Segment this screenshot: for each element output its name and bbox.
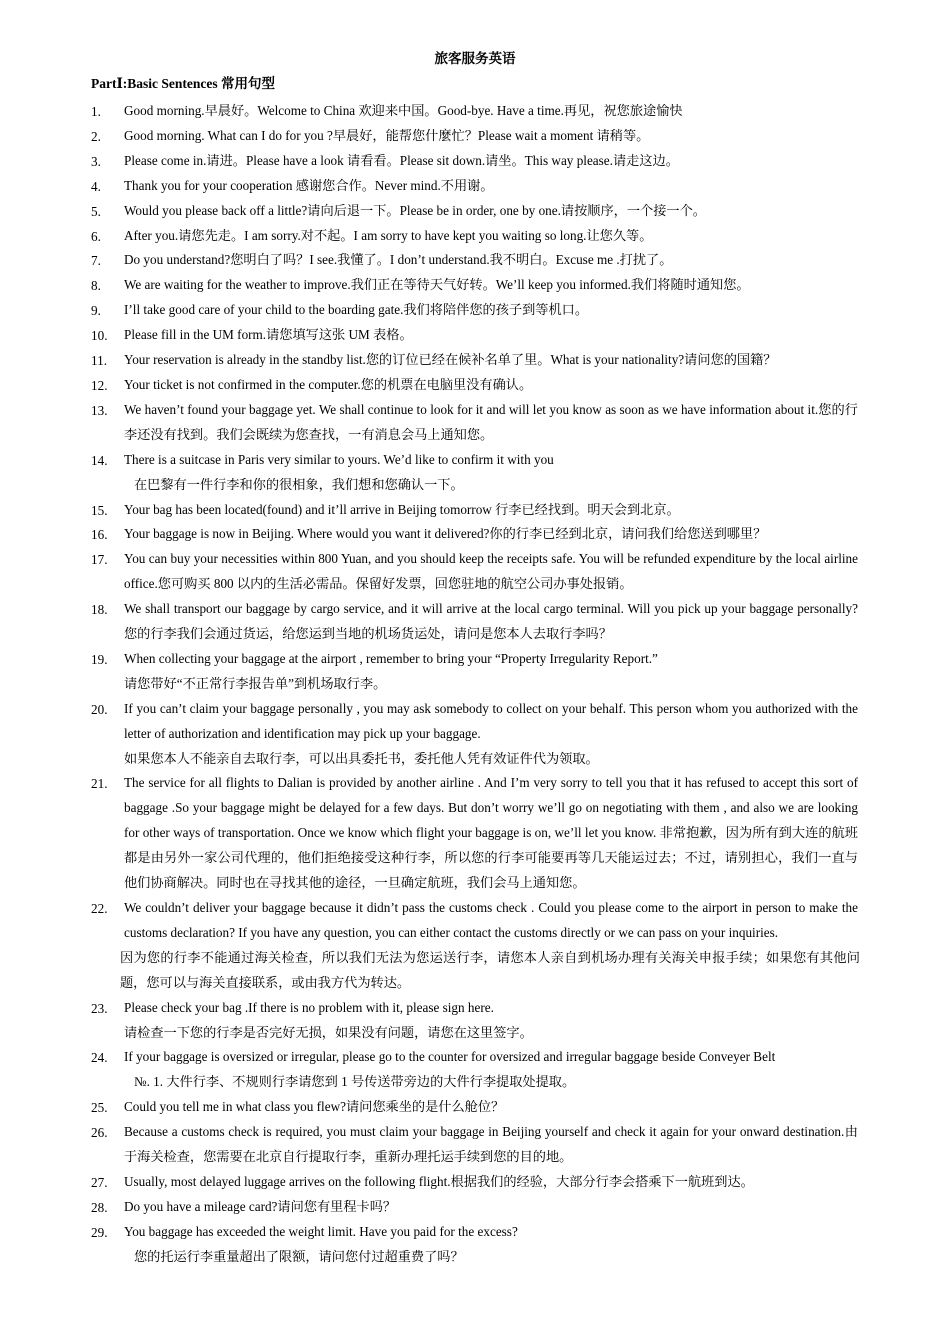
item-number: 19.: [91, 651, 108, 667]
item-sentence: We shall transport our baggage by cargo service, and it will arrive at the local cargo terminal. Will you pick up your baggage personally?您的行李我们会通过货运，给您运到当地的机场货运处，请问是您本人去取行李吗？: [124, 601, 858, 642]
item-number: 15.: [91, 502, 108, 518]
list-item: [0, 547, 950, 597]
list-item: [0, 1220, 950, 1270]
list-item: [0, 647, 950, 697]
list-item: [0, 1095, 950, 1120]
list-item: [0, 996, 950, 1046]
item-sentence: You baggage has exceeded the weight limit. Have you paid for the excess?: [124, 1223, 518, 1239]
list-item: [0, 522, 950, 547]
item-sentence: Thank you for your cooperation 感谢您合作。Never mind.不用谢。: [124, 177, 494, 193]
list-item: [0, 124, 950, 149]
item-number: 3.: [91, 153, 101, 169]
list-item: [0, 298, 950, 323]
item-number: 14.: [91, 452, 108, 468]
item-sentence: Would you please back off a little?请向后退一下。Please be in order, one by one.请按顺序，一个接一个。: [124, 202, 706, 218]
item-number: 20.: [91, 701, 108, 717]
item-sentence: Do you understand?您明白了吗？I see.我懂了。I don’t understand.我不明白。Excuse me .打扰了。: [124, 252, 673, 268]
item-number: 23.: [91, 1000, 108, 1016]
item-sentence: Could you tell me in what class you flew?请问您乘坐的是什么舱位？: [124, 1099, 505, 1115]
list-item: [0, 1045, 950, 1095]
list-item: [0, 149, 950, 174]
part-heading: PartⅠ:Basic Sentences 常用句型: [91, 76, 276, 91]
list-item: [0, 1170, 950, 1195]
item-sentence: Please check your bag .If there is no problem with it, please sign here.: [124, 999, 494, 1015]
item-sentence: If you can’t claim your baggage personally , you may ask somebody to collect on your behalf. This person whom you authorized with the letter of authorization and identification may pick up your baggage.: [124, 700, 858, 741]
item-number: 25.: [91, 1100, 108, 1116]
item-sentence: Your reservation is already in the standby list.您的订位已经在候补名单了里。What is your nationality?请问您的国籍？: [124, 352, 777, 368]
item-sentence: We couldn’t deliver your baggage because it didn’t pass the customs check . Could you please come to the airport in person to make the customs declaration? If you have any question, you can either contact the customs directly or we can pass on your inquiries.: [124, 900, 858, 940]
item-sentence: Usually, most delayed luggage arrives on the following flight.根据我们的经验，大部分行李会搭乘下一航班到达。: [124, 1173, 754, 1189]
list-item: [0, 373, 950, 398]
list-item: [0, 896, 950, 996]
item-sentence: Good morning. What can I do for you ?早晨好，能帮您什麼忙？Please wait a moment 请稍等。: [124, 127, 650, 143]
item-sentence: Your baggage is now in Beijing. Where would you want it delivered?你的行李已经到北京，请问我们给您送到哪里？: [124, 526, 767, 542]
item-sentence: There is a suitcase in Paris very similar to yours. We’d like to confirm it with you: [124, 451, 554, 467]
item-number: 21.: [91, 776, 108, 792]
item-number: 22.: [91, 901, 108, 916]
item-number: 13.: [91, 402, 108, 418]
item-sentence: Please come in.请进。Please have a look 请看看。Please sit down.请坐。This way please.请走这边。: [124, 152, 679, 168]
item-translation: 请检查一下您的行李是否完好无损，如果没有问题，请您在这里签字。: [124, 1024, 533, 1040]
item-number: 5.: [91, 203, 101, 219]
list-item: [0, 248, 950, 273]
item-sentence: Your ticket is not confirmed in the computer.您的机票在电脑里没有确认。: [124, 376, 533, 392]
item-translation: 您的托运行李重量超出了限额，请问您付过超重费了吗？: [134, 1248, 464, 1264]
item-translation: 因为您的行李不能通过海关检查，所以我们无法为您运送行李，请您本人亲自到机场办理有关海关申报手续；如果您有其他问题，您可以与海关直接联系，或由我方代为转达。: [120, 949, 860, 990]
item-number: 7.: [91, 253, 101, 269]
item-sentence: Because a customs check is required, you must claim your baggage in Beijing yourself and check it again for your onward destination.由于海关检查，您需要在北京自行提取行李，重新办理托运手续到您的目的地。: [124, 1124, 858, 1165]
item-number: 29.: [91, 1224, 108, 1240]
list-item: [0, 224, 950, 249]
item-number: 4.: [91, 178, 101, 194]
list-item: [0, 498, 950, 523]
list-item: [0, 1195, 950, 1220]
document-title: 旅客服务英语: [434, 51, 516, 66]
item-number: 26.: [91, 1125, 108, 1141]
item-number: 10.: [91, 328, 108, 344]
item-sentence: After you.请您先走。I am sorry.对不起。I am sorry to have kept you waiting so long.让您久等。: [124, 227, 653, 243]
list-item: [0, 448, 950, 498]
item-number: 9.: [91, 303, 101, 319]
item-sentence: Please fill in the UM form.请您填写这张 UM 表格。: [124, 327, 413, 343]
list-item: [0, 273, 950, 298]
item-number: 17.: [91, 552, 108, 568]
item-sentence: I’ll take good care of your child to the boarding gate.我们将陪伴您的孩子到等机口。: [124, 302, 589, 318]
item-sentence: We haven’t found your baggage yet. We shall continue to look for it and will let you know as soon as we have information about it.您的行李还没有找到。我们会既续为您查找，一有消息会马上通知您。: [124, 401, 858, 442]
item-translation: 如果您本人不能亲自去取行李，可以出具委托书，委托他人凭有效证件代为领取。: [124, 750, 599, 766]
item-number: 8.: [91, 278, 101, 294]
list-item: [0, 174, 950, 199]
item-number: 18.: [91, 602, 108, 618]
item-sentence: You can buy your necessities within 800 Yuan, and you should keep the receipts safe. You will be refunded expenditure by the local airline office.您可购买 800 以内的生活必需品。保留好发票，回您驻地的航空公司办事处报销。: [124, 551, 858, 592]
item-sentence: Good morning.早晨好。Welcome to China 欢迎来中国。Good-bye. Have a time.再见，祝您旅途愉快: [124, 103, 683, 118]
list-item: [0, 398, 950, 448]
item-translation: №. 1. 大件行李、不规则行李请您到 1 号传送带旁边的大件行李提取处提取。: [134, 1074, 576, 1090]
list-item: [0, 1120, 950, 1170]
list-item: [0, 99, 950, 124]
item-number: 16.: [91, 527, 108, 543]
item-number: 11.: [91, 353, 107, 369]
item-translation: 在巴黎有一件行李和你的很相象，我们想和您确认一下。: [134, 476, 464, 492]
list-item: [0, 348, 950, 373]
item-sentence: The service for all flights to Dalian is provided by another airline . And I’m very sorry to tell you that it has refused to accept this sort of baggage .So your baggage might be delayed for a few days. But don’t worry we’ll go on negotiating with them , and also we are looking for other ways of transportation. Once we know which flight your baggage is on, we’ll let you know. 非常抱歉，因为所有到大连的航班都是由另外一家公司代理的，他们拒绝接受这种行李，所以您的行李可能要再等几天能运过去；不过，请别担心，我们一直与他们协商解决。同时也在寻找其他的途径，一旦确定航班，我们会马上通知您。: [124, 775, 858, 891]
list-item: [0, 597, 950, 647]
list-item: [0, 323, 950, 348]
item-sentence: Do you have a mileage card?请问您有里程卡吗？: [124, 1198, 397, 1214]
item-number: 6.: [91, 228, 101, 244]
item-number: 2.: [91, 128, 101, 144]
sentence-list: [0, 99, 950, 1270]
item-number: 24.: [91, 1050, 108, 1066]
list-item: [0, 697, 950, 772]
item-sentence: We are waiting for the weather to improve.我们正在等待天气好转。We’ll keep you informed.我们将随时通知您。: [124, 277, 750, 293]
item-sentence: If your baggage is oversized or irregular, please go to the counter for oversized and irregular baggage beside Conveyer Belt: [124, 1049, 776, 1065]
item-translation: 请您带好“不正常行李报告单”到机场取行李。: [124, 675, 387, 691]
item-number: 27.: [91, 1174, 108, 1190]
item-number: 1.: [91, 104, 101, 119]
item-sentence: Your bag has been located(found) and it’ll arrive in Beijing tomorrow 行李已经找到。明天会到北京。: [124, 501, 680, 517]
item-number: 12.: [91, 377, 108, 393]
list-item: [0, 199, 950, 224]
list-item: [0, 771, 950, 896]
item-number: 28.: [91, 1199, 108, 1215]
item-sentence: When collecting your baggage at the airport , remember to bring your “Property Irregularity Report.”: [124, 650, 658, 666]
